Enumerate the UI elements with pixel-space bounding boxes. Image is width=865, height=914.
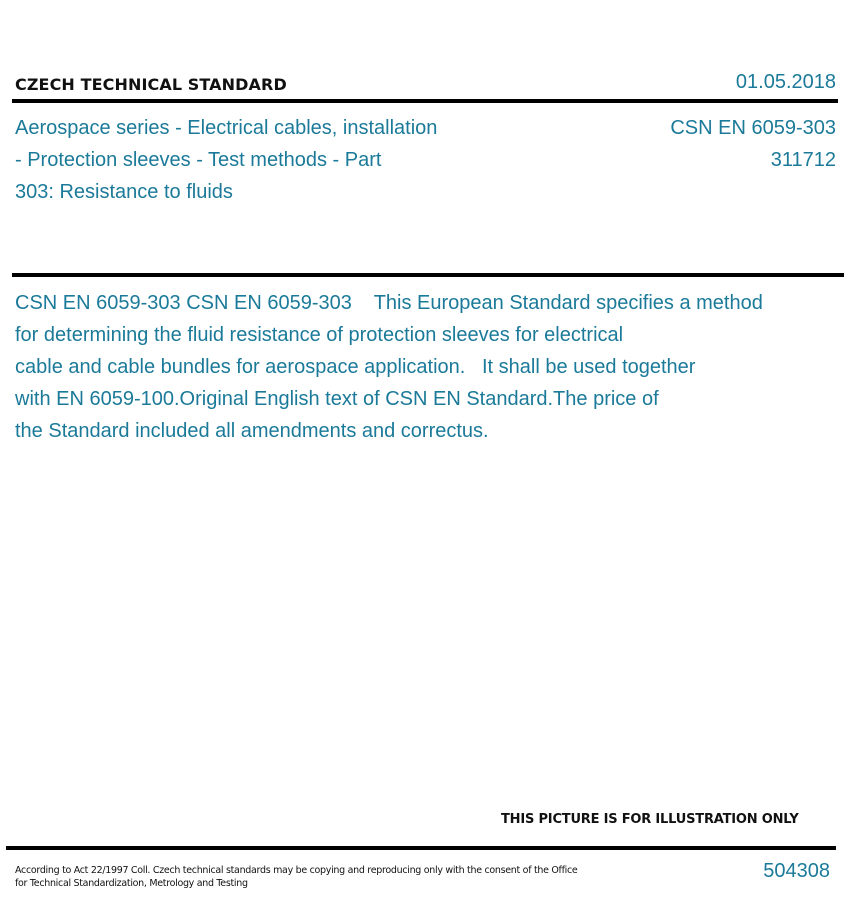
standard-title <box>15 112 485 208</box>
standard-codes <box>670 112 836 176</box>
issue-date: 01.05.2018 <box>735 71 836 93</box>
abstract-line: CSN EN 6059-303 CSN EN 6059-303 This European Standard specifies a method <box>15 292 763 314</box>
title-line: 303: Resistance to fluids <box>15 181 233 203</box>
header-divider <box>12 99 838 103</box>
legal-line: for Technical Standardization, Metrology and Testing <box>15 878 248 889</box>
classification-code: 311712 <box>770 149 836 171</box>
abstract-line: for determining the fluid resistance of protection sleeves for electrical <box>15 324 624 346</box>
abstract-line: cable and cable bundles for aerospace application. It shall be used together <box>15 356 696 378</box>
standard-code: CSN EN 6059-303 <box>670 117 836 139</box>
header-label: CZECH TECHNICAL STANDARD <box>15 75 287 94</box>
title-divider <box>12 273 844 277</box>
abstract-line: with EN 6059-100.Original English text of CSN EN Standard.The price of <box>15 388 659 410</box>
abstract <box>15 287 845 447</box>
order-number: 504308 <box>763 860 830 882</box>
legal-notice <box>15 864 615 890</box>
title-line: - Protection sleeves - Test methods - Part <box>15 149 382 171</box>
illustration-note: THIS PICTURE IS FOR ILLUSTRATION ONLY <box>501 812 799 827</box>
title-line: Aerospace series - Electrical cables, installation <box>15 117 438 139</box>
abstract-line: the Standard included all amendments and correctus. <box>15 420 489 442</box>
legal-line: According to Act 22/1997 Coll. Czech technical standards may be copying and reproducing only with the consent of the Office <box>15 865 578 876</box>
footer-divider <box>6 846 836 850</box>
